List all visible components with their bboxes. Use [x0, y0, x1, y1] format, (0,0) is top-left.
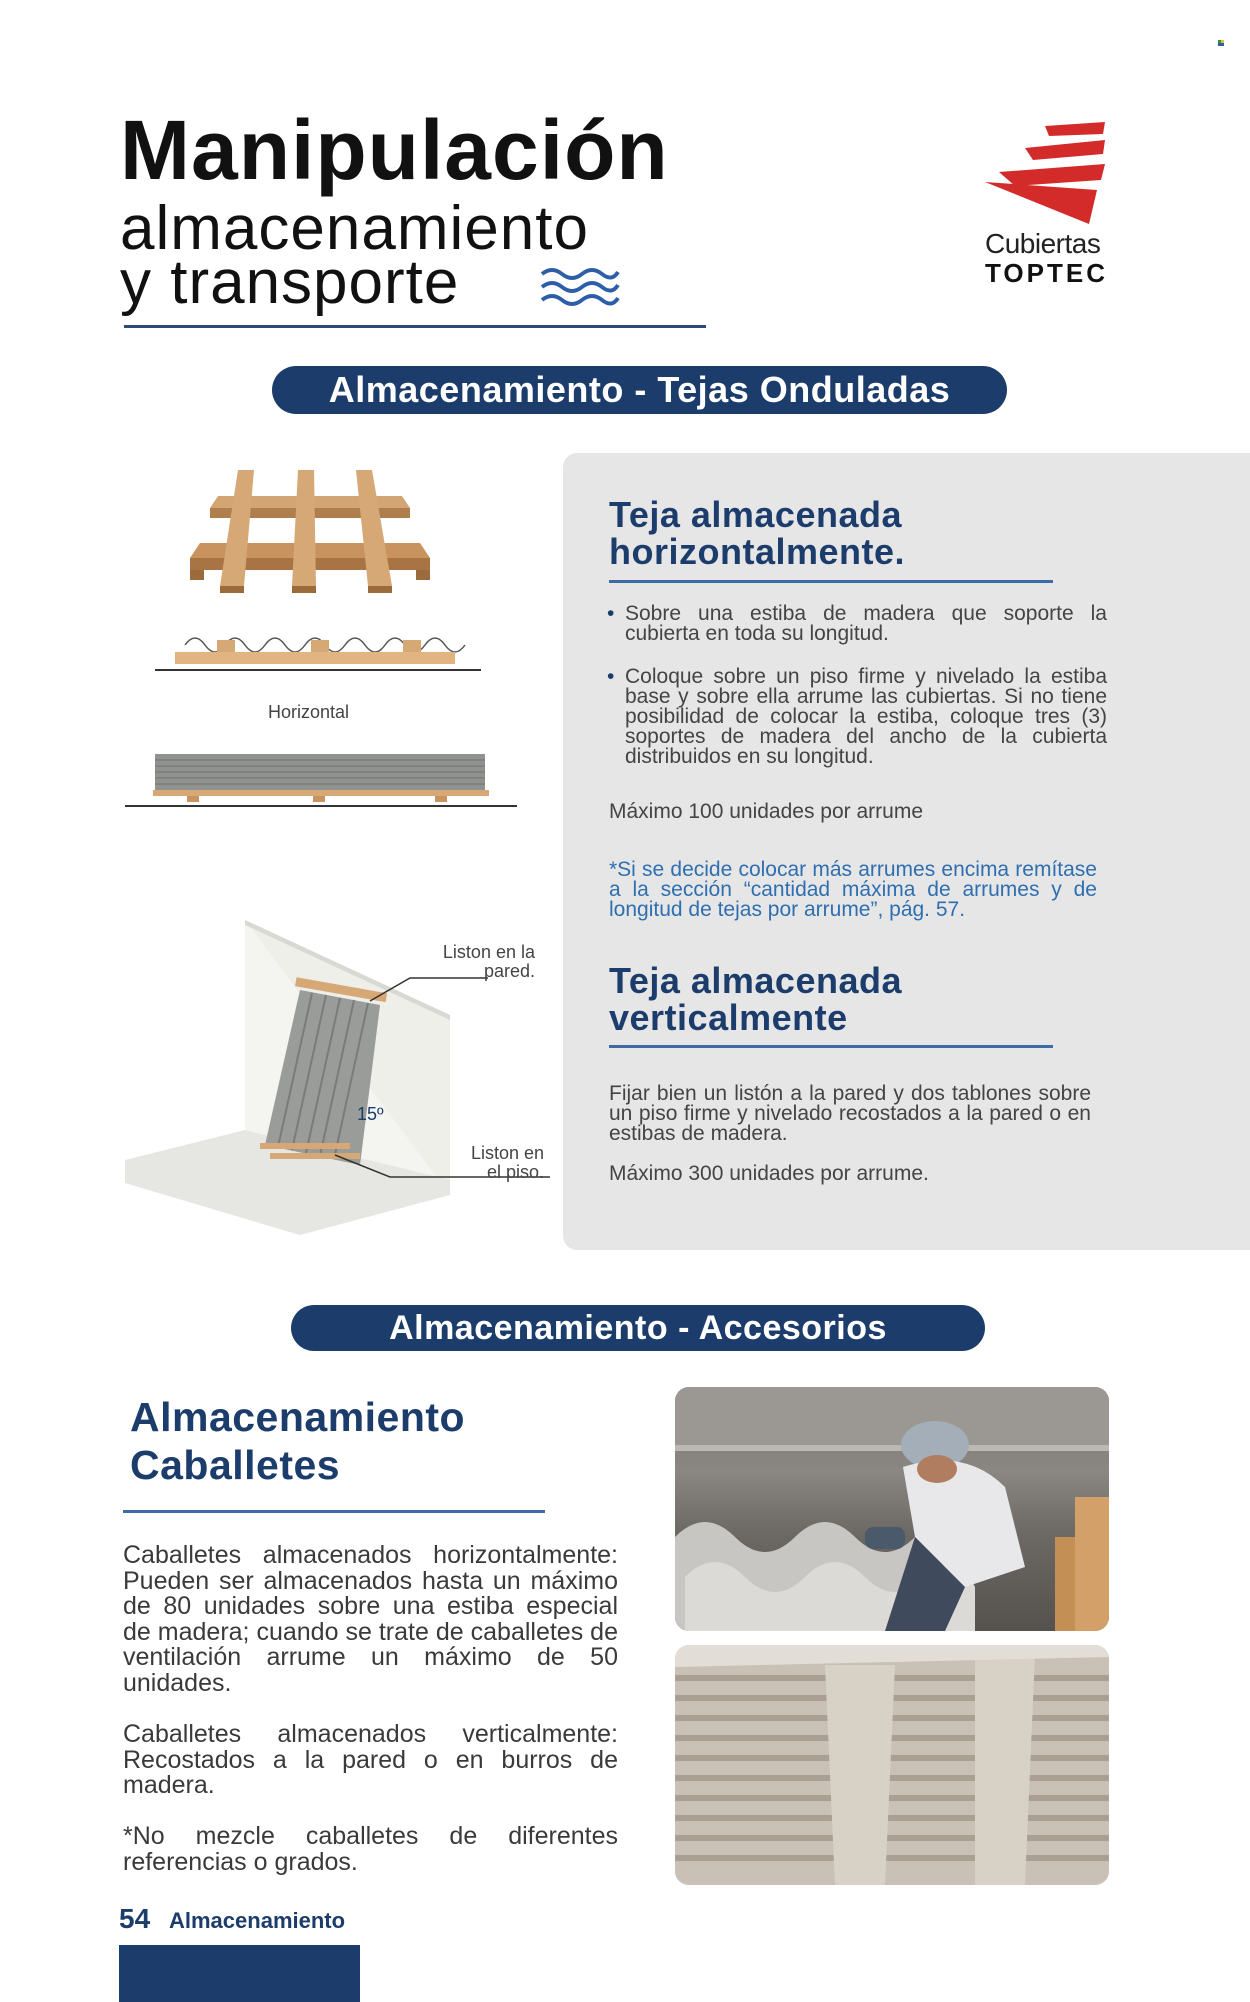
- waves-icon: [540, 262, 620, 312]
- corner-mark: [1218, 40, 1224, 46]
- title-underline: [124, 325, 706, 328]
- label-liston-piso: Liston en el piso.: [470, 1143, 544, 1182]
- worker-photo-graphic: [675, 1387, 1109, 1631]
- horizontal-bullet-1: • Sobre una estiba de madera que soporte la cubierta en toda su longitud.: [625, 604, 1107, 644]
- vertical-title: Teja almacenada verticalmente: [609, 960, 902, 1038]
- page-title: Manipulación: [120, 103, 669, 197]
- horizontal-note: *Si se decide colocar más arrumes encima remítase a la sección “cantidad máxima de arrumes y de longitud de tejas por arrume”, pág. 57.: [609, 858, 1097, 921]
- caballetes-stack-graphic: [675, 1645, 1109, 1885]
- page-subtitle-line2: y transporte: [120, 248, 460, 317]
- corrugated-side-illustration: [155, 625, 485, 675]
- diagram-label-horizontal: Horizontal: [268, 702, 350, 722]
- stacked-sheets-illustration: [125, 752, 517, 812]
- section-heading-accesorios-label: Almacenamiento - Accesorios: [389, 1309, 887, 1347]
- section-heading-accesorios: [291, 1305, 985, 1351]
- footer-bar: [119, 1945, 360, 2002]
- worker-photo: [675, 1387, 1109, 1631]
- vertical-max: Máximo 300 unidades por arrume.: [609, 1162, 929, 1185]
- vertical-text: Fijar bien un listón a la pared y dos tablones sobre un piso firme y nivelado recostados a la pared o en estibas de madera.: [609, 1082, 1091, 1145]
- caballetes-para-2: Caballetes almacenados verticalmente: Recostados a la pared o en burros de madera.: [123, 1720, 618, 1799]
- horizontal-max: Máximo 100 unidades por arrume: [609, 800, 923, 823]
- toptec-logo-icon: [985, 120, 1105, 230]
- pallet-illustration: [180, 468, 440, 593]
- footer-section-label: Almacenamiento: [169, 1908, 346, 1933]
- horizontal-bullet-2: • Coloque sobre un piso firme y nivelado la estiba base y sobre ella arrume las cubiertas. Si no tiene posibilidad de colocar la estiba, coloque tres (3) soportes de madera del ancho de la cubierta distribuidos en su longitud.: [625, 667, 1107, 767]
- caballetes-para-1: Caballetes almacenados horizontalmente: Pueden ser almacenados hasta un máximo de 80 unidades sobre una estiba especial de madera; cuando se trate de caballetes de ventilación arrume un máximo de 50 unidades.: [123, 1541, 618, 1697]
- caballetes-stack-photo: [675, 1645, 1109, 1885]
- horizontal-title-rule: [609, 580, 1053, 583]
- section-heading-tejas: [272, 366, 1007, 414]
- section-heading-tejas-label: Almacenamiento - Tejas Onduladas: [328, 369, 951, 410]
- logo-text-cubiertas: Cubiertas: [985, 228, 1101, 259]
- angle-label: 15º: [357, 1104, 384, 1124]
- vertical-title-rule: [609, 1045, 1053, 1048]
- logo-text-toptec: TOPTEC: [985, 258, 1108, 288]
- horizontal-title: Teja almacenada horizontalmente.: [609, 494, 906, 572]
- label-liston-pared: Liston en la pared.: [442, 942, 535, 981]
- caballetes-para-3: *No mezcle caballetes de diferentes referencias o grados.: [123, 1822, 618, 1876]
- page-subtitle-line1: almacenamiento: [120, 194, 589, 263]
- caballetes-title-rule: [123, 1510, 545, 1513]
- caballetes-title: Almacenamiento Caballetes: [130, 1394, 466, 1488]
- page-number: 54: [119, 1903, 151, 1934]
